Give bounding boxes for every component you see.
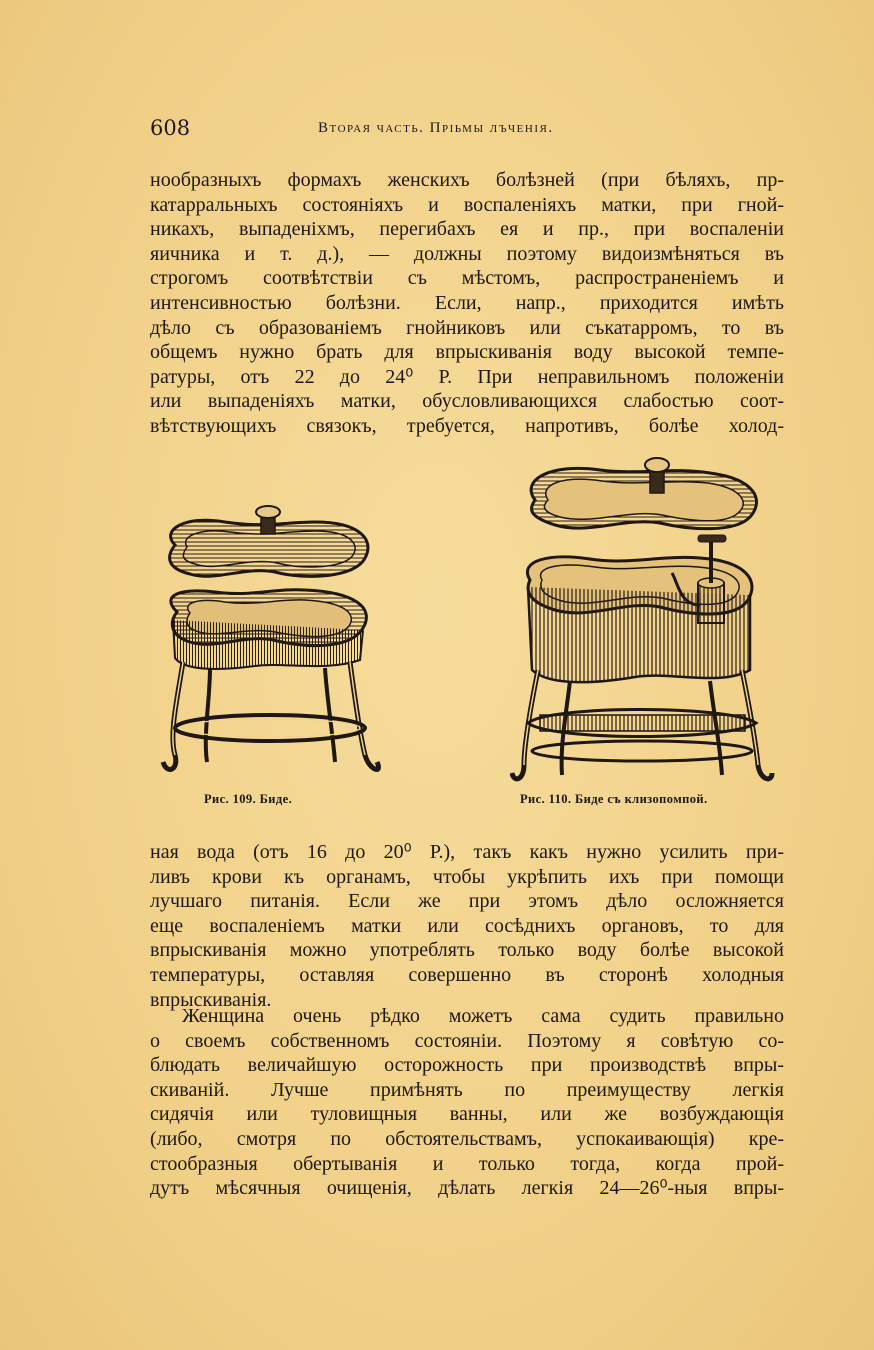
text-line: ная вода (отъ 16 до 20⁰ Р.), такъ какъ нужно усилить при- — [150, 841, 784, 863]
text-line: Женщина очень рѣдко можетъ сама судить правильно — [182, 1005, 784, 1027]
text-line: дутъ мѣсячныя очищенія, дѣлать легкія 24—26⁰-ныя впры- — [150, 1177, 784, 1200]
text-line: строгомъ соотвѣтствіи съ мѣстомъ, распространеніемъ и — [150, 267, 784, 290]
text-line: или выпаденіяхъ матки, обусловливающихся слабостью соот- — [150, 390, 784, 413]
bidet-pump-illustration — [510, 455, 775, 790]
text-line: температуры, оставляя совершенно въ сторонѣ холодныя — [150, 963, 784, 986]
figure-110-caption: Рис. 110. Биде съ клизопомпой. — [520, 792, 708, 806]
text-line: впрыскиванія. — [150, 988, 272, 1011]
text-line: ливъ крови къ органамъ, чтобы укрѣпить ихъ при помощи — [150, 865, 784, 888]
bidet-illustration — [155, 500, 385, 785]
text-line: стообразныя обертыванія и только тогда, когда прой- — [150, 1152, 784, 1175]
paragraph-top — [150, 168, 784, 439]
text-line: катарральныхъ состояніяхъ и воспаленіяхъ матки, при гной- — [150, 193, 784, 216]
text-line: яичника и т. д.), — должны поэтому видоизмѣняться въ — [150, 242, 784, 265]
text-line: впрыскиванія можно употреблять только воду болѣе высокой — [150, 939, 784, 962]
text-line: ратуры, отъ 22 до 24⁰ Р. При неправильномъ положеніи — [150, 365, 784, 388]
text-line: никахъ, выпаденіхмъ, перегибахъ ея и пр., при воспаленіи — [150, 218, 784, 241]
text-line: интенсивностью болѣзни. Если, напр., приходится имѣть — [150, 291, 784, 314]
text-line: лучшаго питанія. Если же при этомъ дѣло осложняется — [150, 890, 784, 913]
figure-109-caption: Рис. 109. Биде. — [204, 792, 293, 806]
text-line: вѣтствующихъ связокъ, требуется, напротивъ, болѣе холод- — [150, 414, 784, 437]
paragraph-bottom — [150, 1004, 784, 1201]
figure-109-bidet — [155, 500, 385, 785]
text-line: сидячія или туловищныя ванны, или же возбуждающія — [150, 1103, 784, 1126]
text-line: (либо, смотря по обстоятельствамъ, успокаивающія) кре- — [150, 1127, 784, 1150]
running-head — [150, 116, 784, 146]
text-line: общемъ нужно брать для впрыскиванія воду высокой темпе- — [150, 341, 784, 364]
figure-110-bidet-with-pump — [510, 455, 775, 790]
text-line: нообразныхъ формахъ женскихъ болѣзней (при бѣляхъ, пр- — [150, 169, 784, 191]
text-line: о своемъ собственномъ состояніи. Поэтому я совѣтую со- — [150, 1029, 784, 1052]
paragraph-middle — [150, 840, 784, 1012]
running-title: Вторая часть. Пріьмы лъченія. — [318, 120, 554, 136]
text-line: блюдать величайшую осторожность при производствѣ впры- — [150, 1054, 784, 1077]
text-line: еще воспаленіемъ матки или сосѣднихъ органовъ, то для — [150, 914, 784, 937]
text-line: скиваній. Лучше примѣнять по преимуществу легкія — [150, 1078, 784, 1101]
text-line: дѣло съ образованіемъ гнойниковъ или съкатарромъ, то въ — [150, 316, 784, 339]
page-number: 608 — [150, 116, 191, 140]
